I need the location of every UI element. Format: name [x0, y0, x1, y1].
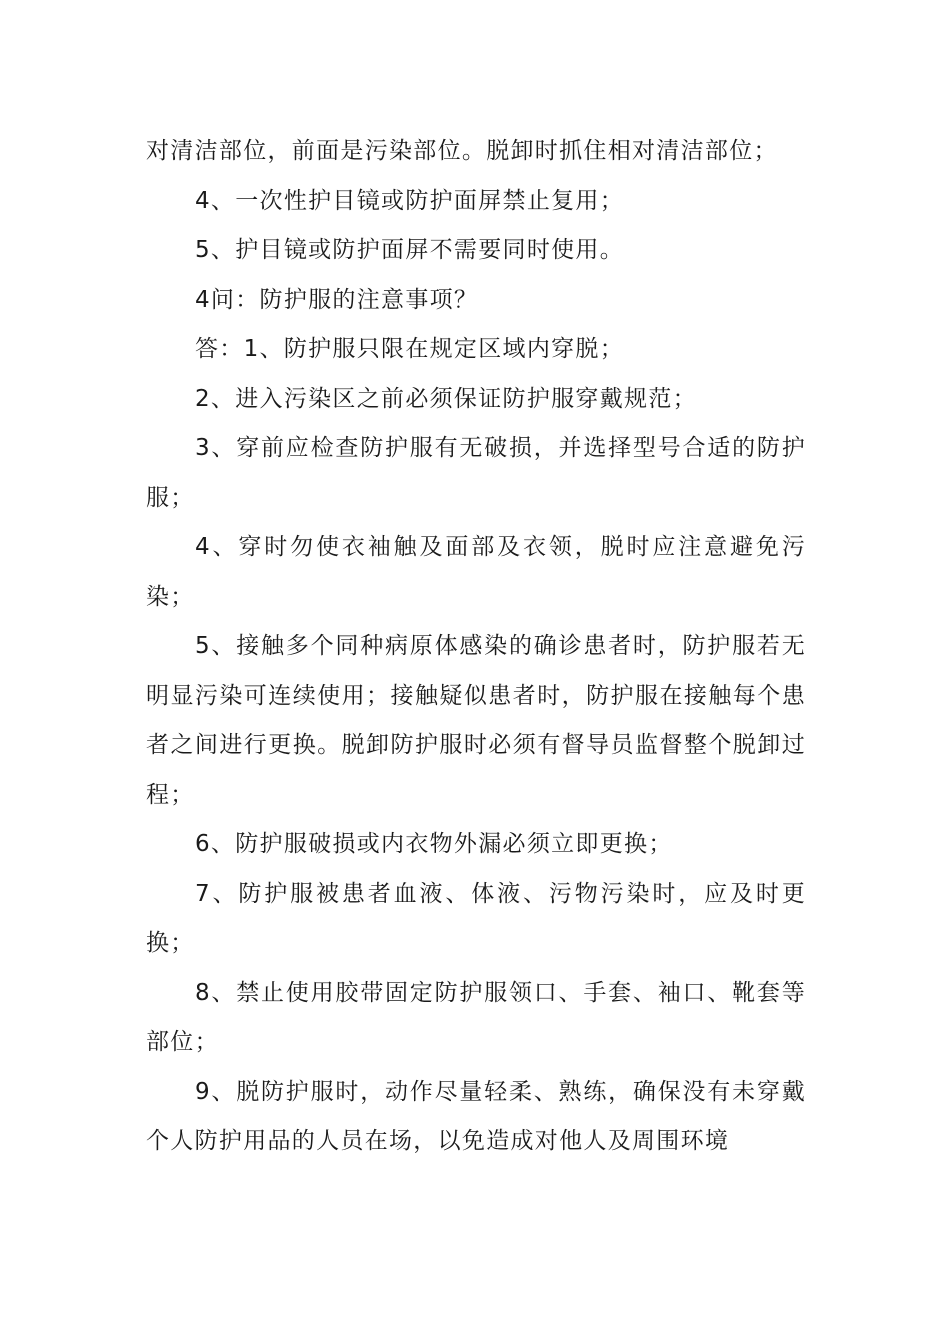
answer-item-1: 答：1、防护服只限在规定区域内穿脱； [195, 336, 625, 362]
document-body [146, 127, 806, 1167]
answer-item-2: 2、进入污染区之前必须保证防护服穿戴规范； [195, 385, 697, 412]
question-heading: 4问：防护服的注意事项？ [195, 286, 479, 313]
answer-item-8: 8、禁止使用胶带固定防护服领口、手套、袖口、靴套等部位； [146, 979, 806, 1055]
answer-item-9: 9、脱防护服时，动作尽量轻柔、熟练，确保没有未穿戴个人防护用品的人员在场，以免造成对他人及周围环境 [146, 1078, 806, 1154]
answer-item-4: 4、穿时勿使衣袖触及面部及衣领，脱时应注意避免污染； [146, 534, 806, 610]
paragraph-item-5-goggles: 5、护目镜或防护面屏不需要同时使用。 [195, 237, 625, 263]
answer-item-7: 7、防护服被患者血液、体液、污物污染时，应及时更换； [146, 880, 806, 956]
answer-item-5: 5、接触多个同种病原体感染的确诊患者时，防护服若无明显污染可连续使用；接触疑似患者时，防护服在接触每个患者之间进行更换。脱卸防护服时必须有督导员监督整个脱卸过程； [146, 633, 806, 808]
paragraph-item-4-goggles: 4、一次性护目镜或防护面屏禁止复用； [195, 187, 625, 214]
answer-item-6: 6、防护服破损或内衣物外漏必须立即更换； [195, 831, 673, 857]
answer-item-3: 3、穿前应检查防护服有无破损，并选择型号合适的防护服； [146, 435, 806, 511]
paragraph-continuation: 对清洁部位，前面是污染部位。脱卸时抓住相对清洁部位； [146, 138, 778, 164]
